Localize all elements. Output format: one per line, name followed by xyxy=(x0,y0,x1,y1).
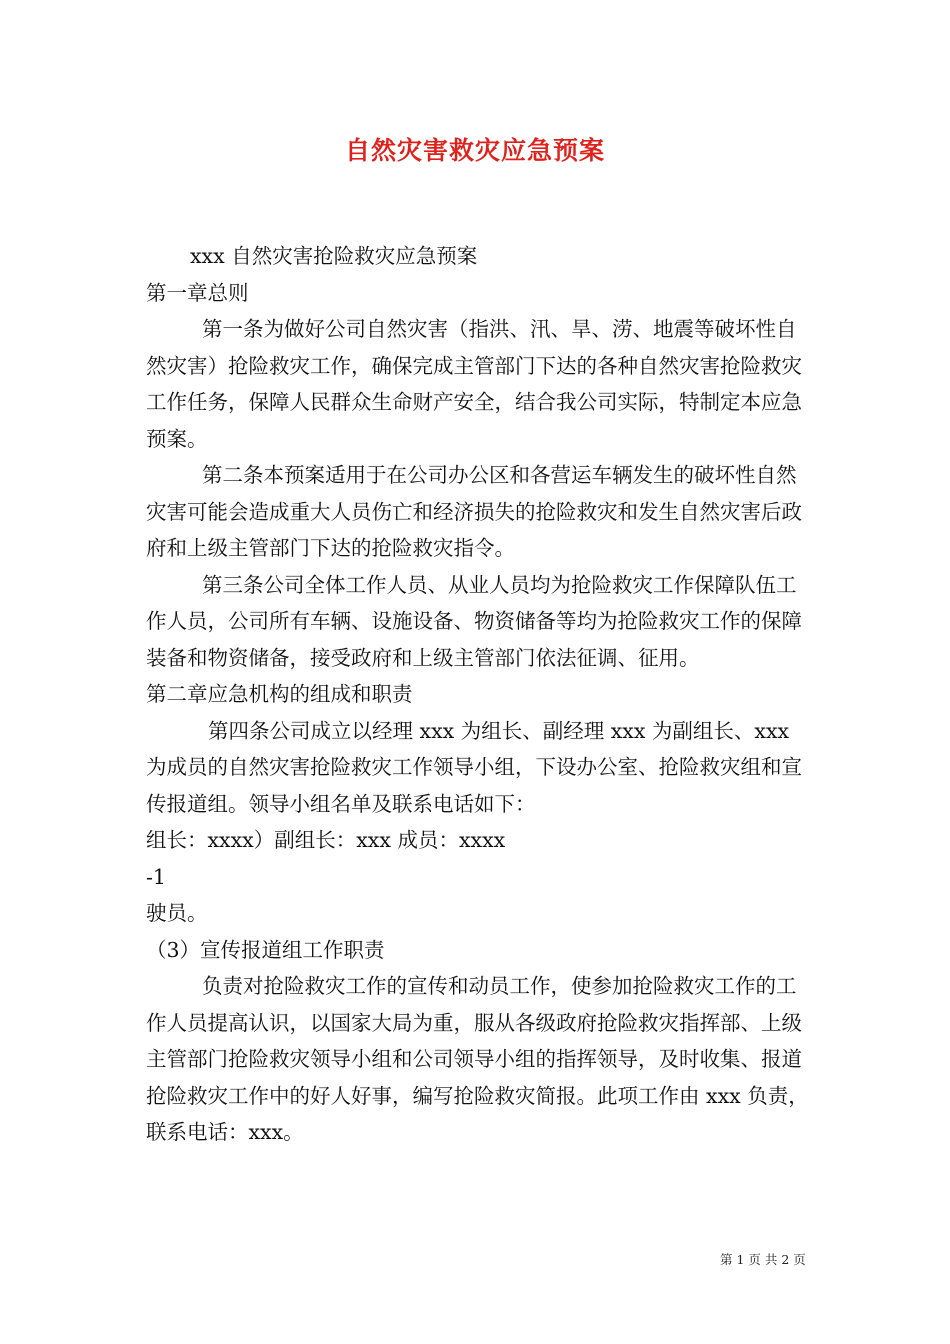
document-body xyxy=(146,238,816,1151)
article-paragraph: 第一条为做好公司自然灾害（指洪、汛、旱、涝、地震等破坏性自然灾害）抢险救灾工作，确保完成主管部门下达的各种自然灾害抢险救灾工作任务，保障人民群众生命财产安全，结合我公司实际，特制定本应急预案。 xyxy=(146,317,802,451)
chapter-heading: 第二章应急机构的组成和职责 xyxy=(146,682,413,706)
article-paragraph: 负责对抢险救灾工作的宣传和动员工作，使参加抢险救灾工作的工作人员提高认识，以国家大局为重，服从各级政府抢险救灾指挥部、上级主管部门抢险救灾领导小组和公司领导小组的指挥领导，及时收集、报道抢险救灾工作中的好人好事，编写抢险救灾简报。此项工作由 xxx 负责，联系电话：xxx。 xyxy=(146,974,809,1144)
article-paragraph: 第三条公司全体工作人员、从业人员均为抢险救灾工作保障队伍工作人员，公司所有车辆、设施设备、物资储备等均为抢险救灾工作的保障装备和物资储备，接受政府和上级主管部门依法征调、征用。 xyxy=(146,572,802,670)
page-number-footer: 第 1 页 共 2 页 xyxy=(720,1252,806,1267)
leader-list-line: 组长：xxxx）副组长：xxx 成员：xxxx xyxy=(146,828,506,852)
page-fragment-line: -1 xyxy=(146,864,166,889)
document-title: 自然灾害救灾应急预案 xyxy=(344,136,605,165)
article-paragraph: 第四条公司成立以经理 xxx 为组长、副经理 xxx 为副组长、xxx 为成员的自然灾害抢险救灾工作领导小组，下设办公室、抢险救灾组和宣传报道组。领导小组名单及联系电话如下： xyxy=(146,718,802,816)
article-paragraph: 第二条本预案适用于在公司办公区和各营运车辆发生的破坏性自然灾害可能会造成重大人员伤亡和经济损失的抢险救灾和发生自然灾害后政府和上级主管部门下达的抢险救灾指令。 xyxy=(146,463,802,560)
subtitle-paragraph: xxx 自然灾害抢险救灾应急预案 xyxy=(190,244,478,268)
chapter-heading: 第一章总则 xyxy=(146,280,249,305)
page-fragment-line: 驶员。 xyxy=(146,901,208,925)
section-heading: （3）宣传报道组工作职责 xyxy=(146,937,385,962)
